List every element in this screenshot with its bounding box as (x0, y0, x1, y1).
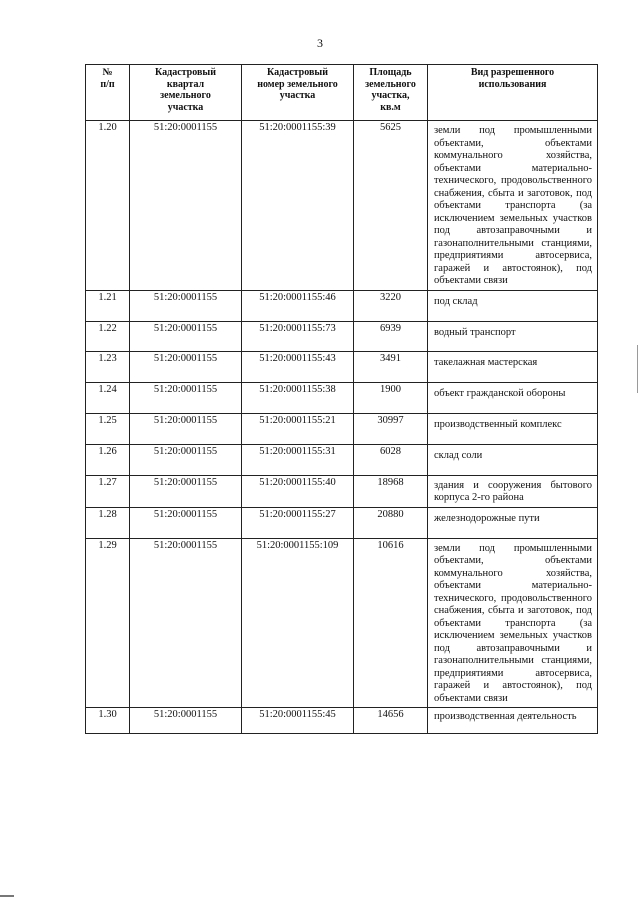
table-row (86, 444, 598, 475)
row-number: 1.30 (86, 708, 130, 734)
plot-area: 10616 (354, 538, 428, 708)
cadastral-quarter: 51:20:0001155 (130, 382, 242, 413)
cadastral-quarter: 51:20:0001155 (130, 507, 242, 538)
table-row (86, 351, 598, 382)
plot-area: 1900 (354, 382, 428, 413)
table-row (86, 382, 598, 413)
table-row (86, 475, 598, 507)
plot-area: 14656 (354, 708, 428, 734)
cadastral-number: 51:20:0001155:46 (242, 290, 354, 321)
cadastral-number: 51:20:0001155:31 (242, 444, 354, 475)
table-row (86, 538, 598, 708)
header-number: № п/п (86, 65, 130, 121)
plot-area: 5625 (354, 121, 428, 291)
cadastral-quarter: 51:20:0001155 (130, 290, 242, 321)
permitted-use: объект гражданской обороны (428, 382, 598, 413)
permitted-use: здания и сооружения бытового корпуса 2-го района (428, 475, 598, 507)
permitted-use: земли под промышленными объектами, объектами коммунального хозяйства, объектами материально-технического, продовольственного снабжения, сбыта и заготовок, под объектами транспорта (за исключением земельных участков под автозаправочными и газонаполнительными станциями, предприятиями автосервиса, гаражей и автостоянок), под объектами связи (428, 538, 598, 708)
row-number: 1.27 (86, 475, 130, 507)
plot-area: 18968 (354, 475, 428, 507)
row-number: 1.23 (86, 351, 130, 382)
permitted-use: земли под промышленными объектами, объектами коммунального хозяйства, объектами материально-технического, продовольственного снабжения, сбыта и заготовок, под объектами транспорта (за исключением земельных участков под автозаправочными и газонаполнительными станциями, предприятиями автосервиса, гаражей и автостоянок), под объектами связи (428, 121, 598, 291)
scan-edge-mark (0, 895, 14, 897)
land-plots-table (85, 64, 598, 734)
permitted-use: производственная деятельность (428, 708, 598, 734)
table-row (86, 413, 598, 444)
cadastral-number: 51:20:0001155:40 (242, 475, 354, 507)
page-number: 3 (317, 36, 323, 50)
table-row (86, 121, 598, 291)
plot-area: 30997 (354, 413, 428, 444)
row-number: 1.22 (86, 321, 130, 351)
cadastral-number: 51:20:0001155:45 (242, 708, 354, 734)
table-row (86, 321, 598, 351)
permitted-use: такелажная мастерская (428, 351, 598, 382)
cadastral-number: 51:20:0001155:109 (242, 538, 354, 708)
cadastral-number: 51:20:0001155:21 (242, 413, 354, 444)
cadastral-number: 51:20:0001155:43 (242, 351, 354, 382)
table-row (86, 708, 598, 734)
header-permitted-use: Вид разрешенного использования (428, 65, 598, 121)
cadastral-number: 51:20:0001155:73 (242, 321, 354, 351)
permitted-use: железнодорожные пути (428, 507, 598, 538)
cadastral-number: 51:20:0001155:39 (242, 121, 354, 291)
cadastral-quarter: 51:20:0001155 (130, 475, 242, 507)
row-number: 1.28 (86, 507, 130, 538)
permitted-use: склад соли (428, 444, 598, 475)
row-number: 1.25 (86, 413, 130, 444)
cadastral-quarter: 51:20:0001155 (130, 708, 242, 734)
cadastral-quarter: 51:20:0001155 (130, 351, 242, 382)
plot-area: 6028 (354, 444, 428, 475)
table-row (86, 507, 598, 538)
permitted-use: водный транспорт (428, 321, 598, 351)
permitted-use: под склад (428, 290, 598, 321)
cadastral-quarter: 51:20:0001155 (130, 121, 242, 291)
cadastral-quarter: 51:20:0001155 (130, 413, 242, 444)
scan-edge-mark (637, 345, 638, 393)
cadastral-number: 51:20:0001155:27 (242, 507, 354, 538)
header-cadastral-number: Кадастровый номер земельного участка (242, 65, 354, 121)
plot-area: 20880 (354, 507, 428, 538)
table-header-row (86, 65, 598, 121)
permitted-use: производственный комплекс (428, 413, 598, 444)
row-number: 1.24 (86, 382, 130, 413)
row-number: 1.29 (86, 538, 130, 708)
plot-area: 3491 (354, 351, 428, 382)
row-number: 1.20 (86, 121, 130, 291)
plot-area: 6939 (354, 321, 428, 351)
cadastral-quarter: 51:20:0001155 (130, 444, 242, 475)
row-number: 1.26 (86, 444, 130, 475)
table-body (86, 121, 598, 734)
row-number: 1.21 (86, 290, 130, 321)
cadastral-quarter: 51:20:0001155 (130, 321, 242, 351)
cadastral-number: 51:20:0001155:38 (242, 382, 354, 413)
table-row (86, 290, 598, 321)
plot-area: 3220 (354, 290, 428, 321)
header-cadastral-quarter: Кадастровый квартал земельного участка (130, 65, 242, 121)
cadastral-quarter: 51:20:0001155 (130, 538, 242, 708)
header-area: Площадь земельного участка, кв.м (354, 65, 428, 121)
